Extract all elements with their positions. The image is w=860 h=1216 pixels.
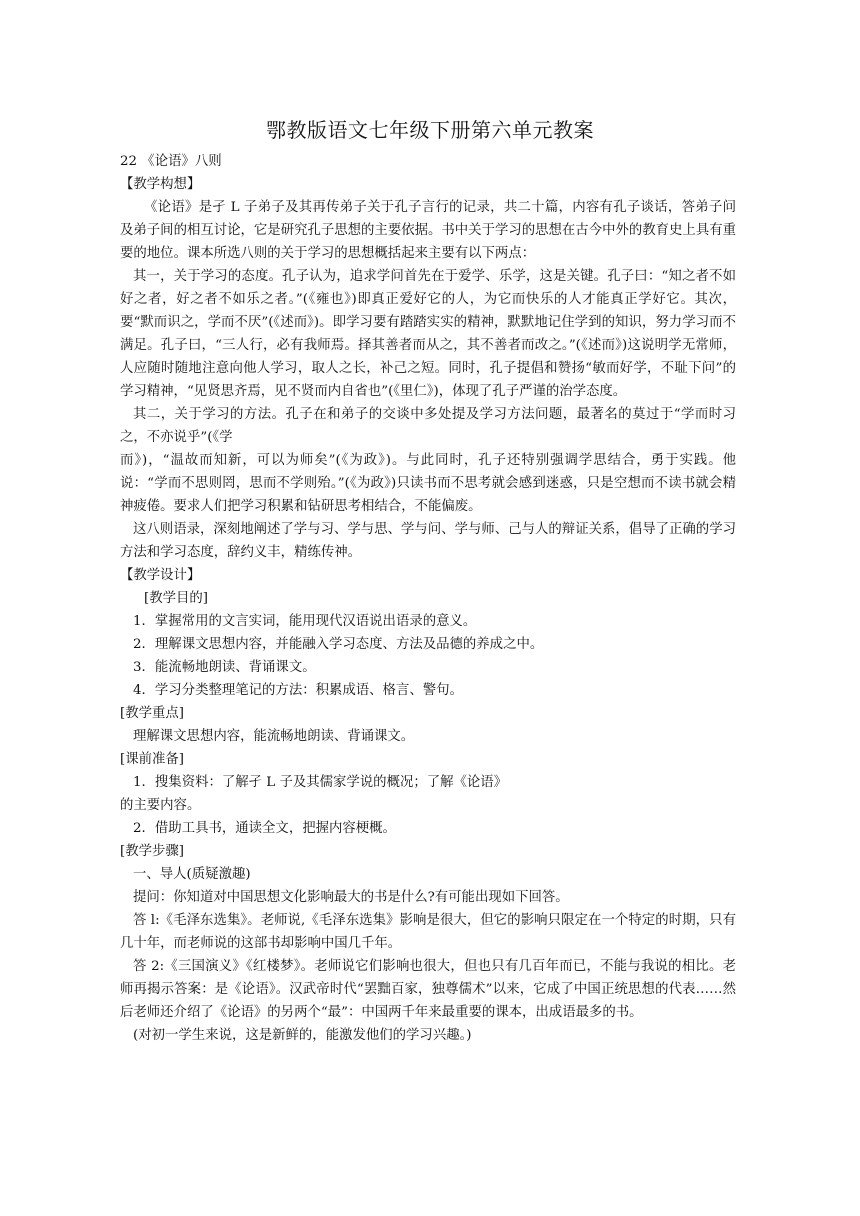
- goal-item: 4．学习分类整理笔记的方法：积累成语、格言、警句。: [133, 683, 463, 698]
- section-heading-design: 【教学设计】: [120, 568, 201, 583]
- idea-paragraph-3b: 而》)，“温故而知新，可以为师矣”(《为政》)。与此同时，孔子还特别强调学思结合，勇于实践。他说：“学而不思则罔，思而不学则殆。”(《为政》)只读书而不思考就会感到迷惑，只是空想而不读书就会精神疲倦。要求人们把学习积累和钻研思考相结合，不能偏废。: [120, 453, 736, 514]
- lesson-heading: 22 《论语》八则: [120, 154, 222, 169]
- step1-answer-1: 答 l:《毛泽东选集》。老师说,《毛泽东选集》影响是很大，但它的影响只限定在一个特定的时期，只有几十年，而老师说的这部书却影响中国几千年。: [120, 913, 736, 951]
- prep-heading: [课前准备]: [120, 752, 185, 767]
- focus-heading: [教学重点]: [120, 706, 185, 721]
- goal-item: 3．能流畅地朗读、背诵课文。: [133, 660, 316, 675]
- focus-text: 理解课文思想内容，能流畅地朗读、背诵课文。: [133, 729, 415, 744]
- step1-note: (对初一学生来说，这是新鲜的，能激发他们的学习兴趣。): [133, 1028, 472, 1043]
- idea-paragraph-1: 《论语》是孑 L 子弟子及其再传弟子关于孔子言行的记录，共二十篇，内容有孔子谈话，答弟子问及弟子间的相互讨论，它是研究孔子思想的主要依据。书中关于学习的思想在古今中外的教育史上具有重要的地位。课本所选八则的关于学习的思想概括起来主要有以下两点：: [120, 200, 736, 261]
- section-heading-idea: 【教学构想】: [120, 177, 201, 192]
- document-title: 鄂教版语文七年级下册第六单元教案: [266, 118, 594, 142]
- goal-heading: [教学目的]: [144, 591, 209, 606]
- goal-item: 2．理解课文思想内容，并能融入学习态度、方法及品德的养成之中。: [133, 637, 544, 652]
- step1-question: 提问：你知道对中国思想文化影响最大的书是什么?有可能出现如下回答。: [133, 890, 569, 905]
- goal-item: 1．掌握常用的文言实词，能用现代汉语说出语录的意义。: [133, 614, 477, 629]
- document-body: [120, 150, 736, 1047]
- idea-paragraph-4: 这八则语录，深刻地阐述了学与习、学与思、学与问、学与师、己与人的辩证关系，倡导了正确的学习方法和学习态度，辞约义丰，精练传神。: [120, 522, 736, 560]
- step1-title: 一、导人(质疑激趣): [133, 867, 251, 882]
- idea-paragraph-3a: 其二，关于学习的方法。孔子在和弟子的交谈中多处提及学习方法问题，最著名的莫过于“学而时习之，不亦说乎”(《学: [120, 407, 736, 445]
- prep-item-2: 2．借助工具书，通读全文，把握内容梗概。: [133, 821, 396, 836]
- idea-paragraph-2: 其一，关于学习的态度。孔子认为，追求学问首先在于爱学、乐学，这是关键。孔子曰：“知之者不如好之者，好之者不如乐之者。”(《雍也》)即真正爱好它的人，为它而快乐的人才能真正学好它。其次，要“默而识之，学而不厌”(《述而》)。即学习要有踏踏实实的精神，默默地记住学到的知识，努力学习而不满足。孔子曰，“三人行，必有我师焉。择其善者而从之，其不善者而改之。”(《述而》)这说明学无常师，人应随时随地注意向他人学习，取人之长，补己之短。同时，孔子提倡和赞扬“敏而好学，不耻下问”的学习精神，“见贤思齐焉，见不贤而内自省也”(《里仁》)，体现了孔子严谨的治学态度。: [120, 269, 736, 399]
- prep-item-1a: 1．搜集资料：了解孑 L 子及其儒家学说的概况；了解《论语》: [133, 775, 508, 790]
- prep-item-1b: 的主要内容。: [120, 798, 201, 813]
- steps-heading: [教学步骤]: [120, 844, 185, 859]
- step1-answer-2: 答 2:《三国演义》《红楼梦》。老师说它们影响也很大，但也只有几百年而已，不能与我说的相比。老师再揭示答案：是《论语》。汉武帝时代“罢黜百家，独尊儒术”以来，它成了中国正统思想的代表……然后老师还介绍了《论语》的另两个“最”：中国两千年来最重要的课本，出成语最多的书。: [120, 959, 736, 1020]
